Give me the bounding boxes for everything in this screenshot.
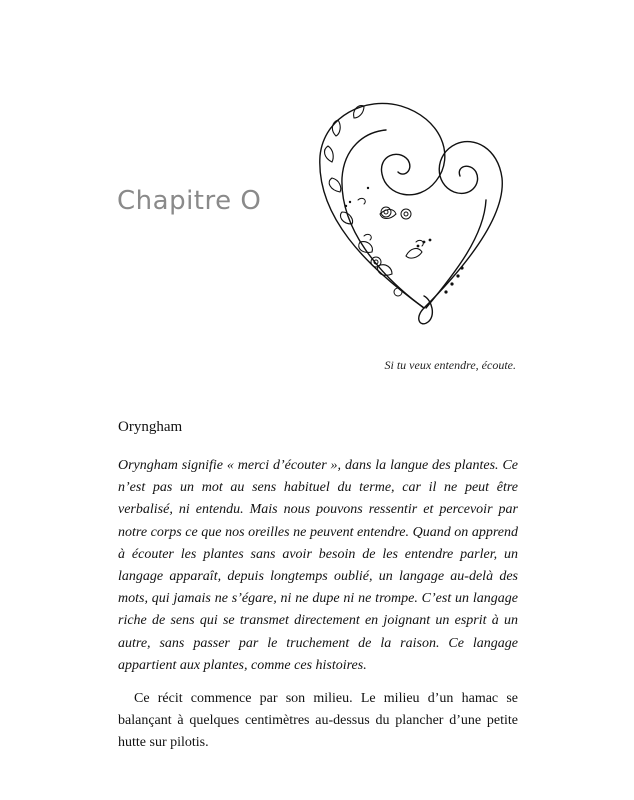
body-paragraph: Ce récit commence par son milieu. Le milieu d’un hamac se balançant à quelques centimètres au-dessus du plancher d’une petite hutte sur pilotis. bbox=[118, 691, 518, 751]
floral-heart-illustration bbox=[306, 96, 512, 328]
section-title: Oryngham bbox=[118, 419, 183, 435]
epigraph: Si tu veux entendre, écoute. bbox=[384, 358, 516, 372]
vine-leaves bbox=[325, 106, 422, 276]
decorative-dots bbox=[345, 187, 464, 294]
intro-paragraph: Oryngham signifie « merci d’écouter », dans la langue des plantes. Ce n’est pas un mot au sens habituel du terme, car il ne peut être verbalisé, ni entendu. Mais nous pouvons ressentir et percevoir par notre corps ce que nos oreilles ne peuvent entendre. Quand on apprend à écouter les plantes sans avoir besoin de les entendre parler, un langage apparaît, depuis longtemps oublié, un langage au-delà des mots, qui jamais ne s’égare, ni ne dupe ni ne trompe. C’est un langage riche de sens qui se transmet directement en joignant un esprit à un autre, sans passer par le truchement de la raison. Ce langage appartient aux plantes, comme ces histoires. bbox=[118, 458, 518, 673]
chapter-title: Chapitre O bbox=[117, 186, 262, 216]
